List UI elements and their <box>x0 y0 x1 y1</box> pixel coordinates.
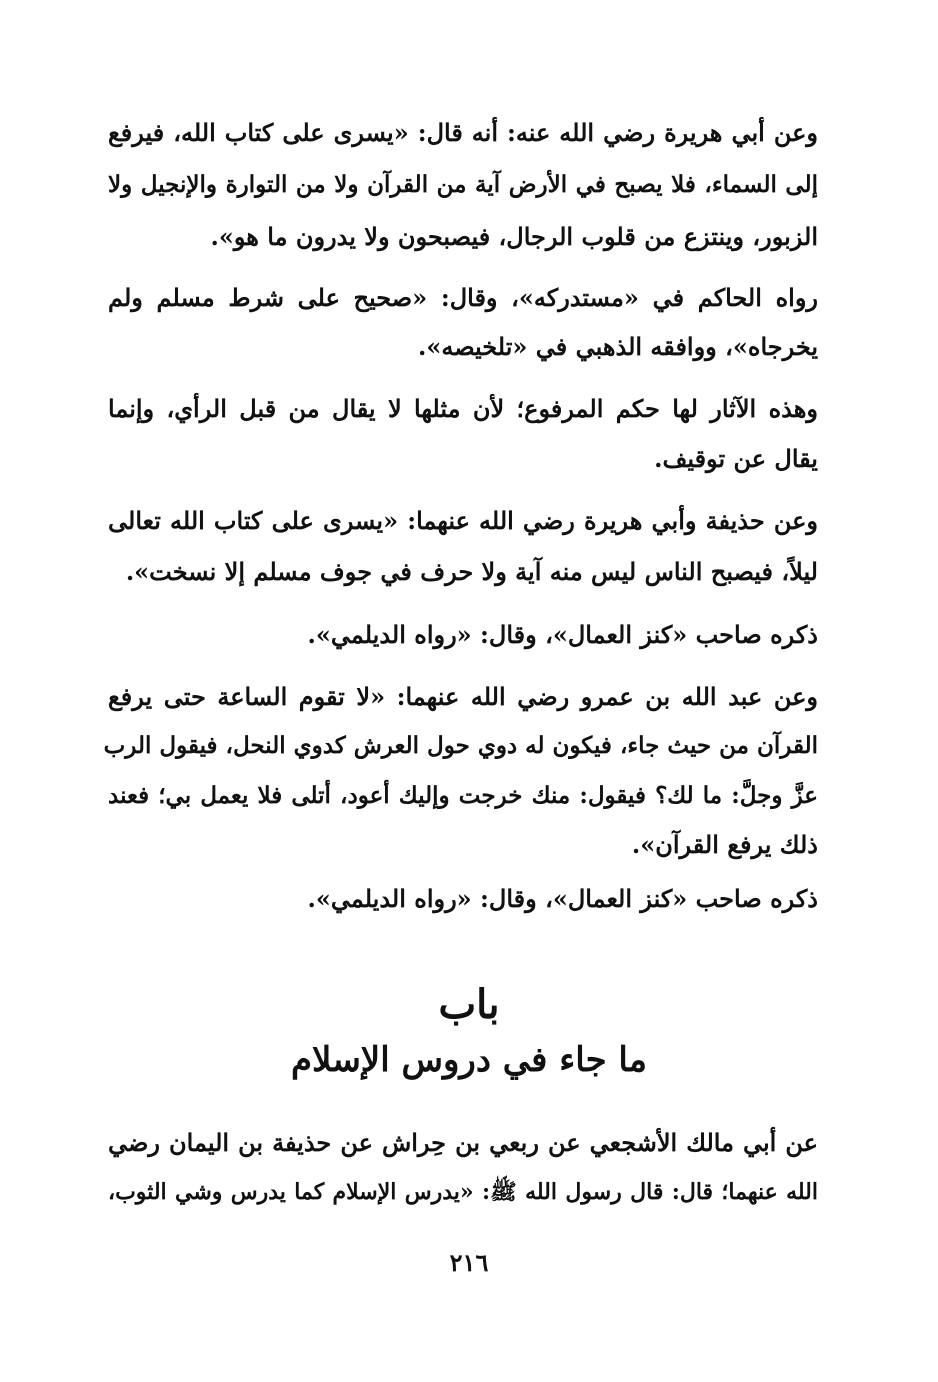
paragraph-6-line-4: ذلك يرفع القرآن». <box>631 830 818 859</box>
paragraph-6-line-3: عزَّ وجلَّ: ما لك؟ فيقول: منك خرجت وإليك أعود، أتلى فلا يعمل بي؛ فعند <box>108 782 818 809</box>
paragraph-7-line-1: ذكره صاحب «كنز العمال»، وقال: «رواه الديلمي». <box>307 884 818 913</box>
paragraph-3-line-2: يقال عن توقيف. <box>654 444 818 473</box>
paragraph-6-line-2: القرآن من حيث جاء، فيكون له دوي حول العرش كدوي النحل، فيقول الرب <box>103 732 818 759</box>
final-paragraph-line-2: الله عنهما؛ قال: قال رسول الله ﷺ: «يدرس الإسلام كما يدرس وشي الثوب، <box>108 1179 818 1205</box>
paragraph-3-line-1: وهذه الآثار لها حكم المرفوع؛ لأن مثلها لا يقال من قبل الرأي، وإنما <box>108 394 818 423</box>
paragraph-4-line-2: ليلاً، فيصبح الناس ليس منه آية ولا حرف في جوف مسلم إلا نسخت». <box>125 557 818 586</box>
final-paragraph-line-1: عن أبي مالك الأشجعي عن ربعي بن حِراش عن حذيفة بن اليمان رضي <box>108 1128 818 1157</box>
chapter-heading: باب <box>438 981 500 1028</box>
paragraph-2-line-1: رواه الحاكم في «مستدركه»، وقال: «صحيح على شرط مسلم ولم <box>108 283 818 312</box>
paragraph-1-line-3: الزبور، وينتزع من قلوب الرجال، فيصبحون ولا يدرون ما هو». <box>210 222 818 251</box>
paragraph-1-line-1: وعن أبي هريرة رضي الله عنه: أنه قال: «يسرى على كتاب الله، فيرفع <box>108 118 818 147</box>
paragraph-2-line-2: يخرجاه»، ووافقه الذهبي في «تلخيصه». <box>418 332 818 361</box>
paragraph-1-line-2: إلى السماء، فلا يصبح في الأرض آية من القرآن ولا من التوارة والإنجيل ولا <box>108 171 818 198</box>
page-number: ٢١٦ <box>449 1248 489 1277</box>
chapter-title: ما جاء في دروس الإسلام <box>290 1040 648 1080</box>
paragraph-6-line-1: وعن عبد الله بن عمرو رضي الله عنهما: «لا تقوم الساعة حتى يرفع <box>108 682 818 711</box>
paragraph-4-line-1: وعن حذيفة وأبي هريرة رضي الله عنهما: «يسرى على كتاب الله تعالى <box>108 506 818 535</box>
paragraph-5-line-1: ذكره صاحب «كنز العمال»، وقال: «رواه الديلمي». <box>307 620 818 649</box>
